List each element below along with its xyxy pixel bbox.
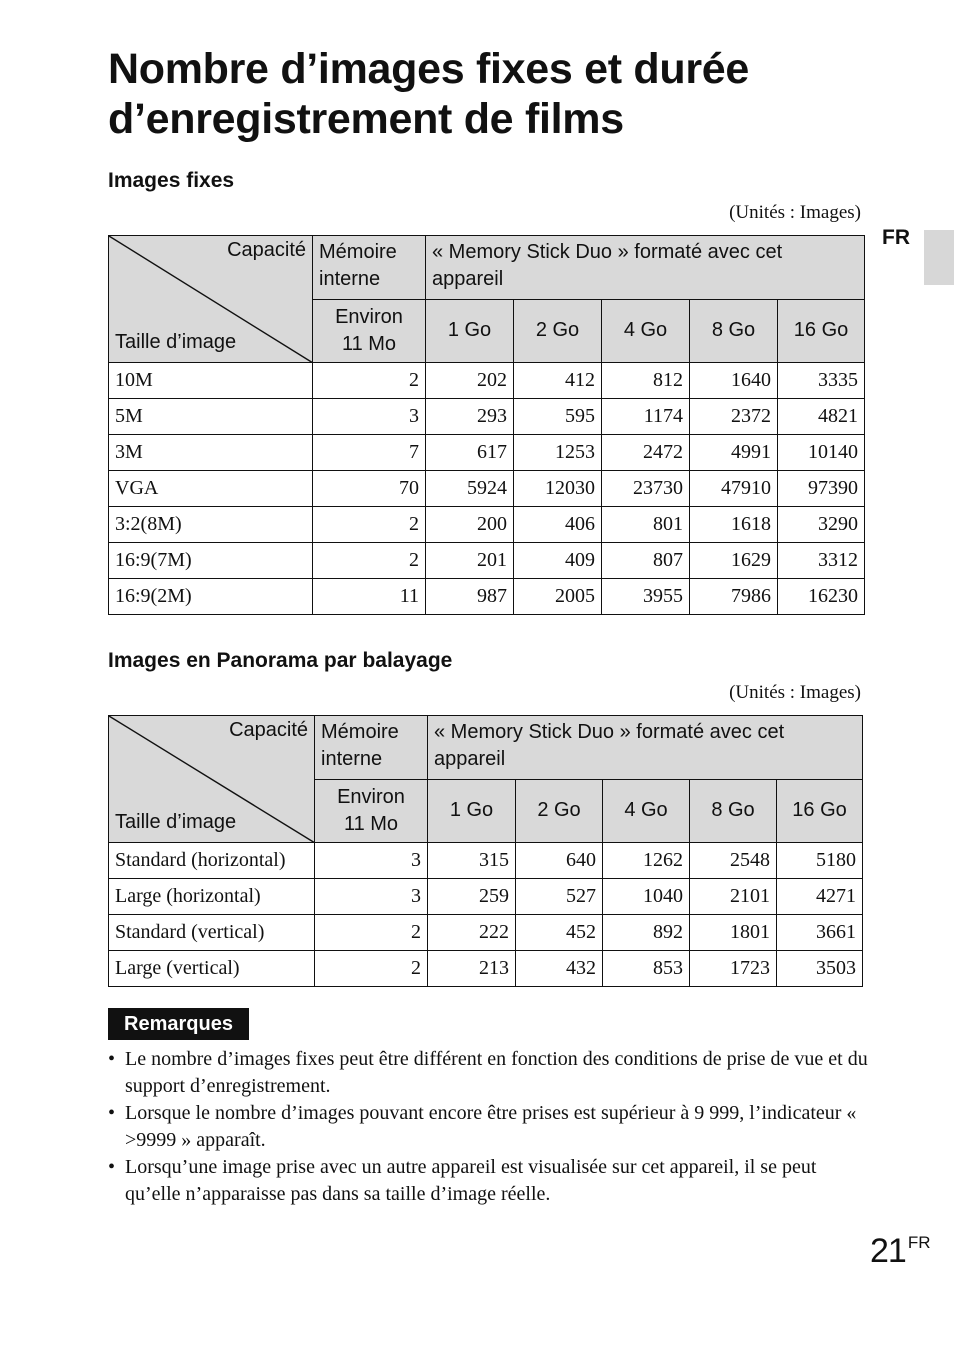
panorama-table [108,715,863,987]
header-diagonal-cell [109,716,315,843]
header-size: 1 Go [428,779,516,843]
table-cell: 527 [516,879,603,915]
table-cell: 259 [428,879,516,915]
table-cell: 47910 [690,471,778,507]
table-cell: 1040 [603,879,690,915]
table-cell: 200 [426,507,514,543]
still-images-table [108,235,865,615]
table-cell: 812 [602,363,690,399]
page-title [108,44,868,144]
table-cell: 3312 [778,543,865,579]
row-label: 5M [109,399,313,435]
table-cell: 5924 [426,471,514,507]
row-label: Large (horizontal) [109,879,315,915]
table-row [109,843,863,879]
table-row [109,951,863,987]
page-number-value: 21 [870,1232,906,1270]
row-label: 16:9(2M) [109,579,313,615]
table-cell: 1253 [514,435,602,471]
header-size: 16 Go [777,779,863,843]
table-cell: 617 [426,435,514,471]
language-tab-marker [924,230,954,285]
table-cell: 3335 [778,363,865,399]
header-size: 16 Go [778,299,865,363]
table-cell: 11 [313,579,426,615]
header-size: 4 Go [602,299,690,363]
table-cell: 1801 [690,915,777,951]
header-memory-stick: « Memory Stick Duo » formaté avec cet appareil [426,236,865,300]
page-number-suffix: FR [907,1233,931,1252]
units-label: (Unités : Images) [729,682,861,703]
table-cell: 452 [516,915,603,951]
units-label: (Unités : Images) [729,202,861,223]
header-capacity: Capacité [227,239,306,261]
header-capacity: Capacité [229,719,308,741]
still-images-table-body [109,363,865,615]
header-internal-size [315,779,428,843]
table-cell: 2472 [602,435,690,471]
remarque-text: Lorsqu’une image prise avec un autre appareil est visualisée sur cet appareil, il se peut qu’elle n’apparaisse pas dans sa taille d’image réelle. [125,1156,817,1205]
table-cell: 202 [426,363,514,399]
header-size: 8 Go [690,779,777,843]
row-label: Standard (horizontal) [109,843,315,879]
bullet-icon: • [108,1048,116,1070]
header-internal-size-line: 11 Mo [341,332,397,355]
table-cell: 409 [514,543,602,579]
section-title-panorama: Images en Panorama par balayage [108,649,453,672]
table-cell: 3661 [777,915,863,951]
table-cell: 5180 [777,843,863,879]
table-cell: 853 [603,951,690,987]
table-cell: 1640 [690,363,778,399]
table-cell: 2372 [690,399,778,435]
table-cell: 4991 [690,435,778,471]
row-label: VGA [109,471,313,507]
table-cell: 3 [315,843,428,879]
table-cell: 807 [602,543,690,579]
table-row [109,543,865,579]
header-internal-size-line: Environ [337,785,405,808]
remarques-badge: Remarques [108,1008,249,1040]
header-internal-size-line: 11 Mo [343,812,399,835]
table-row [109,471,865,507]
table-cell: 3 [315,879,428,915]
table-row [109,507,865,543]
table-cell: 640 [516,843,603,879]
bullet-icon: • [108,1102,116,1124]
row-label: 3M [109,435,313,471]
header-internal-memory-line: Mémoire [319,241,397,263]
header-size: 1 Go [426,299,514,363]
table-cell: 222 [428,915,516,951]
table-cell: 2548 [690,843,777,879]
header-internal-memory-line: interne [321,748,383,770]
header-internal-memory [315,716,428,780]
table-cell: 1262 [603,843,690,879]
table-cell: 1618 [690,507,778,543]
remarque-item [108,1154,868,1208]
table-cell: 1174 [602,399,690,435]
remarque-item [108,1046,868,1100]
table-cell: 2 [313,363,426,399]
header-diagonal-cell [109,236,313,363]
table-cell: 213 [428,951,516,987]
table-cell: 1629 [690,543,778,579]
table-cell: 892 [603,915,690,951]
table-cell: 97390 [778,471,865,507]
remarques-list [108,1046,868,1208]
table-cell: 2005 [514,579,602,615]
header-size: 8 Go [690,299,778,363]
table-cell: 987 [426,579,514,615]
table-cell: 4271 [777,879,863,915]
table-cell: 12030 [514,471,602,507]
table-cell: 10140 [778,435,865,471]
table-row [109,399,865,435]
header-size: 4 Go [603,779,690,843]
table-row [109,915,863,951]
header-internal-memory-line: interne [319,268,381,290]
row-label: 16:9(7M) [109,543,313,579]
table-cell: 406 [514,507,602,543]
table-cell: 201 [426,543,514,579]
page-number [870,1232,931,1271]
table-cell: 432 [516,951,603,987]
remarque-text: Le nombre d’images fixes peut être différent en fonction des conditions de prise de vue et du support d’enregistrement. [125,1048,868,1097]
header-size: 2 Go [514,299,602,363]
table-cell: 16230 [778,579,865,615]
section-title-still-images: Images fixes [108,169,235,192]
row-label: 3:2(8M) [109,507,313,543]
table-cell: 2 [315,915,428,951]
table-cell: 3503 [777,951,863,987]
header-internal-size-line: Environ [335,305,403,328]
table-cell: 3290 [778,507,865,543]
row-label: Standard (vertical) [109,915,315,951]
panorama-table-body [109,843,863,987]
table-cell: 2 [313,507,426,543]
table-cell: 1723 [690,951,777,987]
table-cell: 4821 [778,399,865,435]
row-label: 10M [109,363,313,399]
table-row [109,879,863,915]
table-row [109,363,865,399]
table-cell: 2 [315,951,428,987]
table-cell: 801 [602,507,690,543]
table-cell: 2101 [690,879,777,915]
remarque-text: Lorsque le nombre d’images pouvant encore être prises est supérieur à 9 999, l’indicateur « >9999 » apparaît. [125,1102,857,1151]
header-size: 2 Go [516,779,603,843]
header-image-size: Taille d’image [115,811,237,833]
table-cell: 293 [426,399,514,435]
table-row [109,579,865,615]
header-internal-memory-line: Mémoire [321,721,399,743]
header-image-size: Taille d’image [115,331,237,353]
table-cell: 3955 [602,579,690,615]
bullet-icon: • [108,1156,116,1178]
table-row [109,435,865,471]
remarque-item [108,1100,868,1154]
language-tab-label: FR [882,226,910,249]
table-cell: 7986 [690,579,778,615]
table-cell: 23730 [602,471,690,507]
header-memory-stick: « Memory Stick Duo » formaté avec cet appareil [428,716,863,780]
table-cell: 7 [313,435,426,471]
table-cell: 3 [313,399,426,435]
table-cell: 595 [514,399,602,435]
page-title-line: d’enregistrement de films [108,95,624,143]
row-label: Large (vertical) [109,951,315,987]
table-cell: 70 [313,471,426,507]
header-internal-memory [313,236,426,300]
table-cell: 412 [514,363,602,399]
page-title-line: Nombre d’images fixes et durée [108,45,749,93]
table-cell: 2 [313,543,426,579]
header-internal-size [313,299,426,363]
table-cell: 315 [428,843,516,879]
